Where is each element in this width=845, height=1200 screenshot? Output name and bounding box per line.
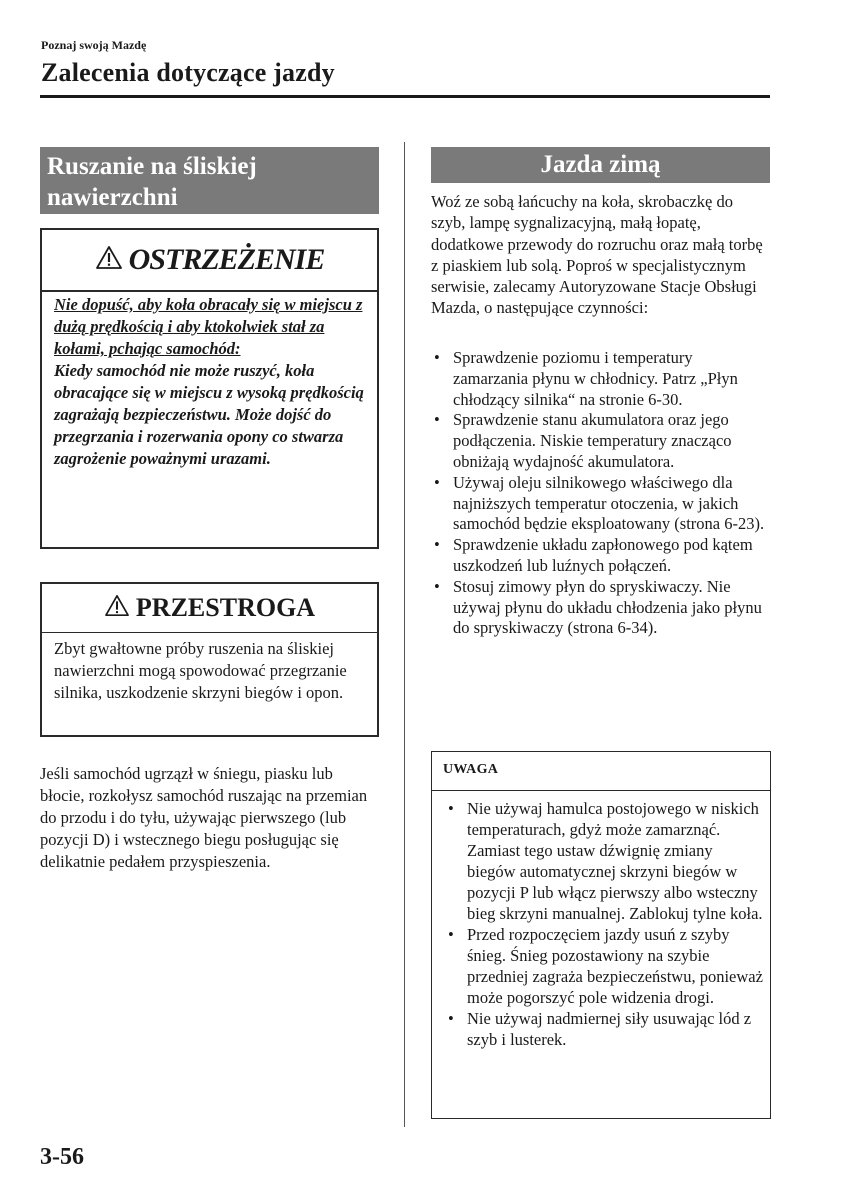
note-item-text: Przed rozpoczęciem jazdy usuń z szyby śnieg. Śnieg pozostawiony na szybie przedniej zagraża bezpieczeństwu, ponieważ może pogorszyć pole widzenia drogi.	[467, 925, 763, 1007]
warning-triangle-icon	[95, 245, 123, 275]
left-section-title: Ruszanie na śliskiej nawierzchni	[40, 147, 379, 214]
page-title: Zalecenia dotyczące jazdy	[41, 58, 335, 87]
caution-label: PRZESTROGA	[135, 593, 316, 622]
note-list	[445, 798, 765, 1050]
warning-triangle-icon	[104, 594, 130, 622]
caution-separator	[42, 632, 377, 633]
column-divider	[404, 142, 405, 1127]
warning-text: Kiedy samochód nie może ruszyć, koła obracające się w miejscu z wysoką prędkością zagrażają bezpieczeństwu. Może dojść do przegrzania i rozerwania opony co stwarza zagrożenie poważnymi urazami.	[54, 361, 364, 468]
caution-header	[42, 584, 377, 632]
page-number: 3-56	[40, 1144, 84, 1170]
list-item: • Sprawdzenie stanu akumulatora oraz jego podłączenia. Niskie temperatury znacząco obniżają wydajność akumulatora.	[431, 410, 771, 472]
warning-header	[42, 230, 377, 290]
note-label: UWAGA	[443, 762, 499, 777]
list-item: • Sprawdzenie poziomu i temperatury zamarzania płynu w chłodnicy. Patrz „Płyn chłodzący silnika“ na stronie 6-30.	[431, 348, 771, 410]
note-item-text: Nie używaj nadmiernej siły usuwając lód z szyb i lusterek.	[467, 1009, 752, 1049]
warning-label: OSTRZEŻENIE	[128, 243, 325, 276]
right-section-title: Jazda zimą	[431, 147, 770, 183]
caution-text: Zbyt gwałtowne próby ruszenia na śliskiej nawierzchni mogą spowodować przegrzanie silnika, uszkodzenie skrzyni biegów i opon.	[54, 639, 347, 702]
list-item	[445, 798, 765, 924]
list-item	[445, 1008, 765, 1050]
note-separator	[432, 790, 770, 791]
warning-separator	[42, 290, 377, 292]
right-intro: Woź ze sobą łańcuchy na koła, skrobaczkę do szyb, lampę sygnalizacyjną, małą łopatę, dodatkowe przewody do rozruchu oraz małą torbę z piaskiem lub solą. Poproś w specjalistycznym serwisie, zalecamy Autoryzowane Stacje Obsługi Mazda, o następujące czynności:	[431, 192, 763, 318]
note-box	[431, 751, 771, 1119]
warning-box	[40, 228, 379, 549]
left-paragraph: Jeśli samochód ugrzązł w śniegu, piasku lub błocie, rozkołysz samochód ruszając na przemian do przodu i do tyłu, używając pierwszego (lub pozycji D) i wstecznego biegu posługując się delikatnie pedałem przyspieszenia.	[40, 764, 368, 871]
maintenance-list	[431, 348, 771, 639]
caution-box	[40, 582, 379, 737]
warning-body	[54, 294, 369, 470]
note-item-text: Nie używaj hamulca postojowego w niskich temperaturach, gdyż może zamarznąć.	[467, 799, 759, 839]
list-item: • Używaj oleju silnikowego właściwego dla najniższych temperatur otoczenia, w jakich samochód będzie eksploatowany (strona 6-23).	[431, 473, 771, 535]
list-item: • Sprawdzenie układu zapłonowego pod kątem uszkodzeń lub luźnych połączeń.	[431, 535, 771, 577]
list-item	[445, 924, 765, 1008]
note-item-extra: Zamiast tego ustaw dźwignię zmiany biegów automatycznej skrzyni biegów w pozycji P lub włącz pierwszy albo wsteczny bieg skrzyni manualnej. Zablokuj tylne koła.	[467, 841, 763, 923]
breadcrumb: Poznaj swoją Mazdę	[41, 38, 147, 52]
header-rule	[40, 95, 770, 98]
warning-underlined-text: Nie dopuść, aby koła obracały się w miejscu z dużą prędkością i aby ktokolwiek stał za kołami, pchając samochód:	[54, 295, 363, 358]
list-item: • Stosuj zimowy płyn do spryskiwaczy. Nie używaj płynu do układu chłodzenia jako płynu do spryskiwaczy (strona 6-34).	[431, 577, 771, 639]
